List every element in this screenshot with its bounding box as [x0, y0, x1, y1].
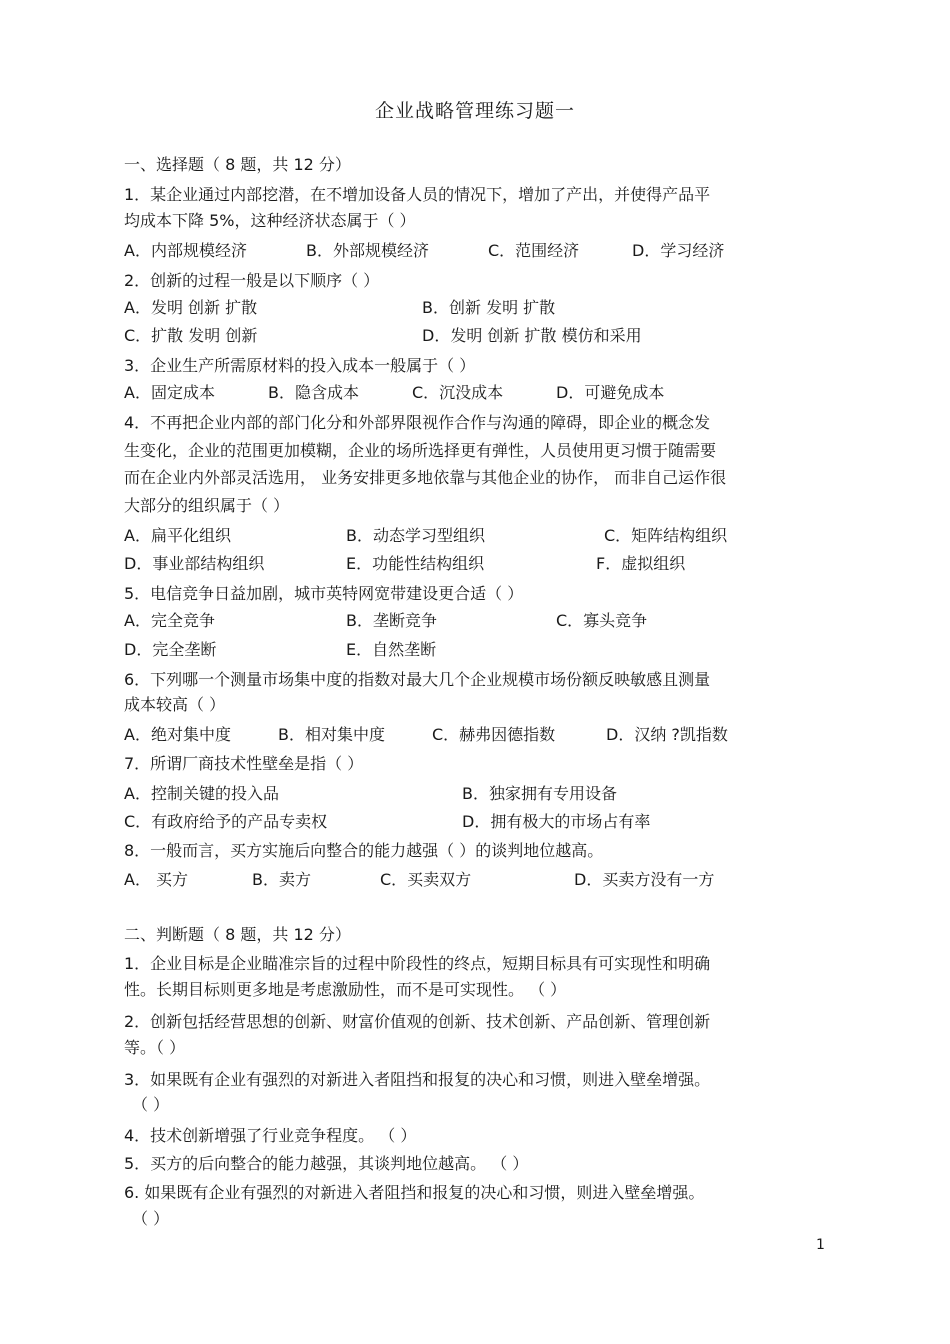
q4-option-e: E．功能性结构组织 [346, 554, 485, 573]
page-number: 1 [816, 1237, 825, 1253]
q2-option-b: B．创新 发明 扩散 [422, 298, 556, 317]
q1-stem-line2: 均成本下降 5%，这种经济状态属于（ ） [124, 211, 416, 230]
q6-stem-line2: 成本较高（ ） [124, 695, 226, 714]
document-title: 企业战略管理练习题一 [374, 100, 575, 122]
q8-option-d: D．买卖方没有一方 [574, 870, 715, 889]
q8-option-b: B．卖方 [252, 870, 311, 889]
q7-option-b: B．独家拥有专用设备 [462, 784, 617, 803]
tf-q6-line2: （ ） [132, 1209, 170, 1228]
tf-q3-line1: 3．如果既有企业有强烈的对新进入者阻挡和报复的决心和习惯，则进入壁垒增强。 [124, 1070, 711, 1089]
q5-stem: 5．电信竞争日益加剧，城市英特网宽带建设更合适（ ） [124, 584, 524, 603]
q6-option-a: A．绝对集中度 [124, 725, 231, 744]
q3-option-b: B．隐含成本 [268, 383, 359, 402]
q4-option-c: C．矩阵结构组织 [604, 526, 728, 545]
q2-option-a: A．发明 创新 扩散 [124, 298, 258, 317]
q8-stem: 8．一般而言，买方实施后向整合的能力越强（ ）的谈判地位越高。 [124, 841, 604, 860]
q5-option-a: A．完全竞争 [124, 611, 215, 630]
q5-option-c: C．寡头竞争 [556, 611, 648, 630]
tf-q1-line2: 性。长期目标则更多地是考虑激励性，而不是可实现性。 （ ） [124, 980, 567, 999]
tf-q6-line1: 6. 如果既有企业有强烈的对新进入者阻挡和报复的决心和习惯，则进入壁垒增强。 [124, 1183, 705, 1202]
q8-option-a: A． 买方 [124, 870, 189, 889]
q4-option-b: B．动态学习型组织 [346, 526, 485, 545]
q6-option-d: D．汉纳 ?凯指数 [606, 725, 728, 744]
q8-option-c: C．买卖双方 [380, 870, 472, 889]
q6-option-c: C．赫弗因德指数 [432, 725, 556, 744]
q7-option-a: A．控制关键的投入品 [124, 784, 279, 803]
q7-option-c: C．有政府给予的产品专卖权 [124, 812, 328, 831]
q3-option-a: A．固定成本 [124, 383, 215, 402]
q1-option-d: D．学习经济 [632, 241, 725, 260]
q5-option-e: E．自然垄断 [346, 640, 437, 659]
q4-stem-line1: 4．不再把企业内部的部门化分和外部界限视作合作与沟通的障碍，即企业的概念发 [124, 413, 711, 432]
q1-option-c: C．范围经济 [488, 241, 580, 260]
section1-heading: 一、选择题（ 8 题，共 12 分） [124, 155, 351, 174]
q5-option-b: B．垄断竞争 [346, 611, 437, 630]
q3-stem: 3．企业生产所需原材料的投入成本一般属于（ ） [124, 356, 476, 375]
tf-q1-line1: 1．企业目标是企业瞄准宗旨的过程中阶段性的终点，短期目标具有可实现性和明确 [124, 954, 711, 973]
q1-stem-line1: 1．某企业通过内部挖潜，在不增加设备人员的情况下，增加了产出，并使得产品平 [124, 185, 711, 204]
section2-heading: 二、判断题（ 8 题，共 12 分） [124, 925, 351, 944]
q4-stem-line2: 生变化，企业的范围更加模糊，企业的场所选择更有弹性，人员使用更习惯于随需要 [124, 441, 717, 460]
tf-q3-line2: （ ） [132, 1095, 170, 1114]
q6-stem-line1: 6．下列哪一个测量市场集中度的指数对最大几个企业规模市场份额反映敏感且测量 [124, 670, 711, 689]
q6-option-b: B．相对集中度 [278, 725, 385, 744]
q4-stem-line3: 而在企业内外部灵活选用， 业务安排更多地依靠与其他企业的协作， 而非自己运作很 [124, 468, 727, 487]
q2-option-d: D．发明 创新 扩散 模仿和采用 [422, 326, 642, 345]
q1-option-a: A．内部规模经济 [124, 241, 247, 260]
q1-option-b: B．外部规模经济 [306, 241, 429, 260]
tf-q2-line2: 等。（ ） [124, 1038, 186, 1057]
q4-option-d: D．事业部结构组织 [124, 554, 265, 573]
q5-option-d: D．完全垄断 [124, 640, 217, 659]
q3-option-c: C．沉没成本 [412, 383, 504, 402]
q2-stem: 2．创新的过程一般是以下顺序（ ） [124, 271, 380, 290]
tf-q4: 4．技术创新增强了行业竞争程度。 （ ） [124, 1126, 417, 1145]
q3-option-d: D．可避免成本 [556, 383, 665, 402]
tf-q2-line1: 2．创新包括经营思想的创新、财富价值观的创新、技术创新、产品创新、管理创新 [124, 1012, 711, 1031]
tf-q5: 5．买方的后向整合的能力越强，其谈判地位越高。 （ ） [124, 1154, 529, 1173]
q4-stem-line4: 大部分的组织属于（ ） [124, 496, 290, 515]
q4-option-f: F．虚拟组织 [596, 554, 686, 573]
q2-option-c: C．扩散 发明 创新 [124, 326, 258, 345]
q7-stem: 7．所谓厂商技术性壁垒是指（ ） [124, 754, 364, 773]
q7-option-d: D．拥有极大的市场占有率 [462, 812, 651, 831]
q4-option-a: A．扁平化组织 [124, 526, 231, 545]
